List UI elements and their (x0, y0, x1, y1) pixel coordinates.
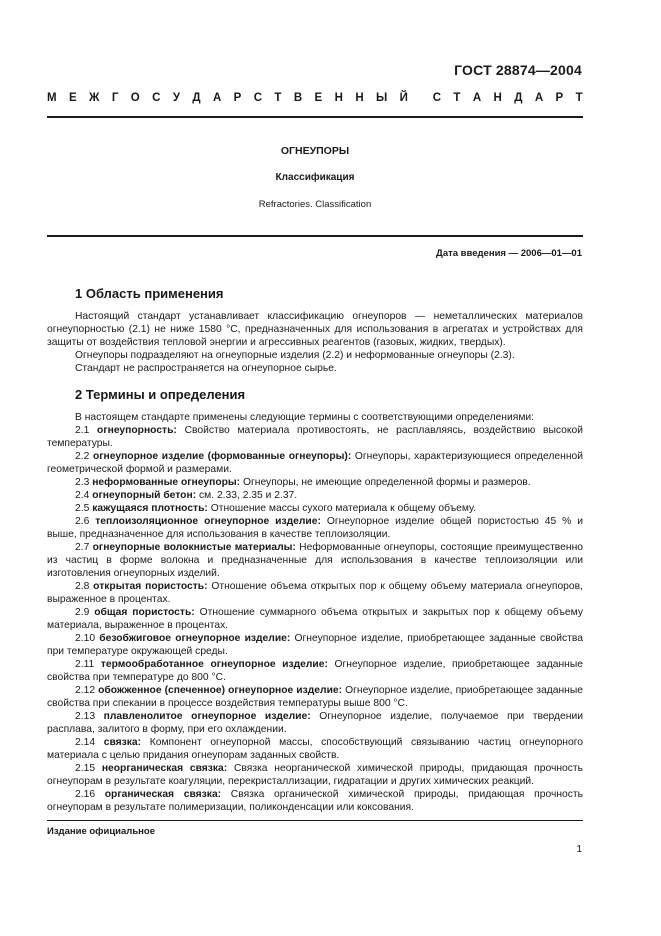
term-text: Огнеупорное изделие, приобретающее заданные свойства при спекании в процессе воздействия температуры выше 800 °С. (47, 685, 583, 709)
term-definition (47, 515, 583, 541)
banner-letter: Г (111, 92, 119, 104)
terms-intro: В настоящем стандарте применены следующие термины с соответствующими определениями: (75, 412, 535, 423)
banner-letter: Н (334, 92, 343, 104)
term-definition (47, 424, 583, 450)
term-name: обожженное (спеченное) огнеупорное изделие: (98, 685, 343, 696)
term-number: 2.11 (75, 659, 95, 670)
paragraph: Настоящий стандарт устанавливает классификацию огнеупоров — неметаллических материалов огнеупорностью (2.1) не ниже 1580 °С, предназначенных для использования в агрегатах и устройствах для защиты от воздействия тепловой энергии и агрессивных реагентов (газовых, жидких, твердых). (47, 311, 583, 348)
term-name: открытая пористость: (93, 581, 208, 592)
term-number: 2.7 (75, 542, 90, 553)
section-heading-scope: 1 Область применения (75, 286, 224, 301)
term-name: неорганическая связка: (101, 763, 228, 774)
term-number: 2.15 (75, 763, 96, 774)
banner-letter: Н (355, 92, 364, 104)
term-definition (47, 736, 583, 762)
section-scope-body (47, 310, 583, 375)
banner-letter: Р (233, 92, 242, 104)
document-title: ОГНЕУПОРЫ (280, 145, 350, 157)
term-text: Отношение массы сухого материала к общему объему. (210, 503, 477, 514)
term-number: 2.5 (75, 503, 90, 514)
banner-letter: Ы (376, 92, 388, 104)
term-text: Огнеупорное изделие, приобретающее заданные свойства при температуре до 800 °С. (47, 659, 583, 683)
term-name: огнеупорное изделие (формованные огнеупоры): (92, 451, 352, 462)
term-text: Связка органической химической природы, придающая прочность огнеупорам в результате полимеризации, поликонденсации или коксования. (47, 789, 583, 813)
term-definition (47, 710, 583, 736)
term-number: 2.3 (75, 477, 90, 488)
term-text: Огнеупорное изделие общей пористостью 45 % и выше, предназначенное для использования в качестве теплоизоляции. (47, 516, 583, 540)
edition-label: Издание официальное (47, 826, 155, 837)
document-subtitle: Классификация (275, 172, 355, 183)
term-name: связка: (103, 737, 142, 748)
term-name: плавленолитое огнеупорное изделие: (103, 711, 311, 722)
term-text: Огнеупоры, характеризующиеся определенной геометрической формой и размерами. (47, 451, 583, 475)
term-definition (47, 658, 583, 684)
term-name: огнеупорные волокнистые материалы: (92, 542, 296, 553)
banner-letter: Т (274, 92, 282, 104)
paragraph: Стандарт не распространяется на огнеупорное сырье. (75, 363, 337, 374)
banner-letter: С (253, 92, 263, 104)
term-number: 2.13 (75, 711, 96, 722)
term-name: неформованные огнеупоры: (92, 477, 241, 488)
footer-rule (47, 820, 583, 821)
banner-letter: Й (399, 92, 408, 104)
term-name: безобжиговое огнеупорное изделие: (99, 633, 291, 644)
term-name: теплоизоляционное огнеупорное изделие: (95, 516, 321, 527)
banner-letter: Е (68, 92, 77, 104)
term-number: 2.6 (75, 516, 90, 527)
banner-letter: С (152, 92, 161, 104)
term-definition (47, 489, 583, 502)
term-definition (47, 606, 583, 632)
banner-letter: М (47, 92, 57, 104)
term-number: 2.14 (75, 737, 96, 748)
banner-letter: А (212, 92, 222, 104)
banner-letter: Р (555, 92, 564, 104)
banner-letter: А (472, 92, 482, 104)
standard-banner (47, 92, 583, 108)
term-definition (47, 684, 583, 710)
term-name: огнеупорный бетон: (92, 490, 197, 501)
term-definition (47, 502, 583, 515)
term-number: 2.8 (75, 581, 90, 592)
term-name: кажущаяся плотность: (92, 503, 208, 514)
section-terms-body (47, 411, 583, 814)
term-number: 2.10 (75, 633, 96, 644)
term-text: Огнеупорное изделие, приобретающее заданные свойства при температуре окружающей среды. (47, 633, 583, 657)
introduction-date: Дата введения — 2006—01—01 (436, 248, 582, 259)
term-text: Огнеупоры, не имеющие определенной формы и размеров. (243, 477, 531, 488)
page-number: 1 (576, 844, 582, 855)
term-number: 2.9 (75, 607, 90, 618)
banner-letter: Д (514, 92, 523, 104)
term-text: Отношение объема открытых пор к общему объему материала огнеупоров, выраженное в процентах. (47, 581, 583, 605)
term-definition (47, 632, 583, 658)
term-definition (47, 450, 583, 476)
banner-letter: О (130, 92, 140, 104)
banner-letter: Ж (89, 92, 100, 104)
term-text: Компонент огнеупорной массы, способствующий связыванию частиц огнеупорного материала с целью придания огнеупорам заданных свойств. (47, 737, 583, 761)
paragraph: Огнеупоры подразделяют на огнеупорные изделия (2.2) и неформованные огнеупоры (2.3). (75, 350, 515, 361)
term-text: Неформованные огнеупоры, состоящие преимущественно из частиц в форме волокна и предназначенные для использования в качестве теплоизоляции или изготовления огнеупорных изделий. (47, 542, 583, 579)
term-text: см. 2.33, 2.35 и 2.37. (199, 490, 298, 501)
term-definition (47, 541, 583, 580)
term-definition (47, 762, 583, 788)
term-number: 2.12 (75, 685, 96, 696)
term-text: Отношение суммарного объема открытых и закрытых пор к общему объему материала, выраженное в процентах. (47, 607, 583, 631)
banner-letter: Е (314, 92, 323, 104)
gost-number: ГОСТ 28874—2004 (454, 62, 582, 78)
term-text: Связка неорганической химической природы, придающая прочность огнеупорам в результате коагуляции, перекристаллизации, гидратации и других химических реакций. (47, 763, 583, 787)
banner-letter: Н (493, 92, 502, 104)
title-rule (47, 235, 583, 237)
term-text: Огнеупорное изделие, получаемое при твердении расплава, залитого в форму, при его охлаждении. (47, 711, 583, 735)
term-text: Свойство материала противостоять, не расплавляясь, воздействию высокой температуры. (47, 425, 583, 449)
term-name: общая пористость: (94, 607, 195, 618)
term-name: огнеупорность: (97, 425, 177, 436)
term-definition (47, 788, 583, 814)
banner-letter: Т (453, 92, 461, 104)
term-definition (47, 476, 583, 489)
term-name: органическая связка: (104, 789, 222, 800)
english-title: Refractories. Classification (258, 199, 372, 210)
term-number: 2.1 (75, 425, 90, 436)
term-name: термообработанное огнеупорное изделие: (100, 659, 328, 670)
banner-letter: У (172, 92, 180, 104)
banner-letter: А (534, 92, 544, 104)
banner-letter: В (293, 92, 303, 104)
banner-letter: С (432, 92, 442, 104)
section-heading-terms: 2 Термины и определения (75, 387, 246, 402)
term-number: 2.16 (75, 789, 96, 800)
term-definition (47, 580, 583, 606)
banner-letter: Д (192, 92, 201, 104)
term-number: 2.2 (75, 451, 90, 462)
banner-letter: Т (575, 92, 583, 104)
term-number: 2.4 (75, 490, 90, 501)
top-rule (47, 116, 583, 118)
